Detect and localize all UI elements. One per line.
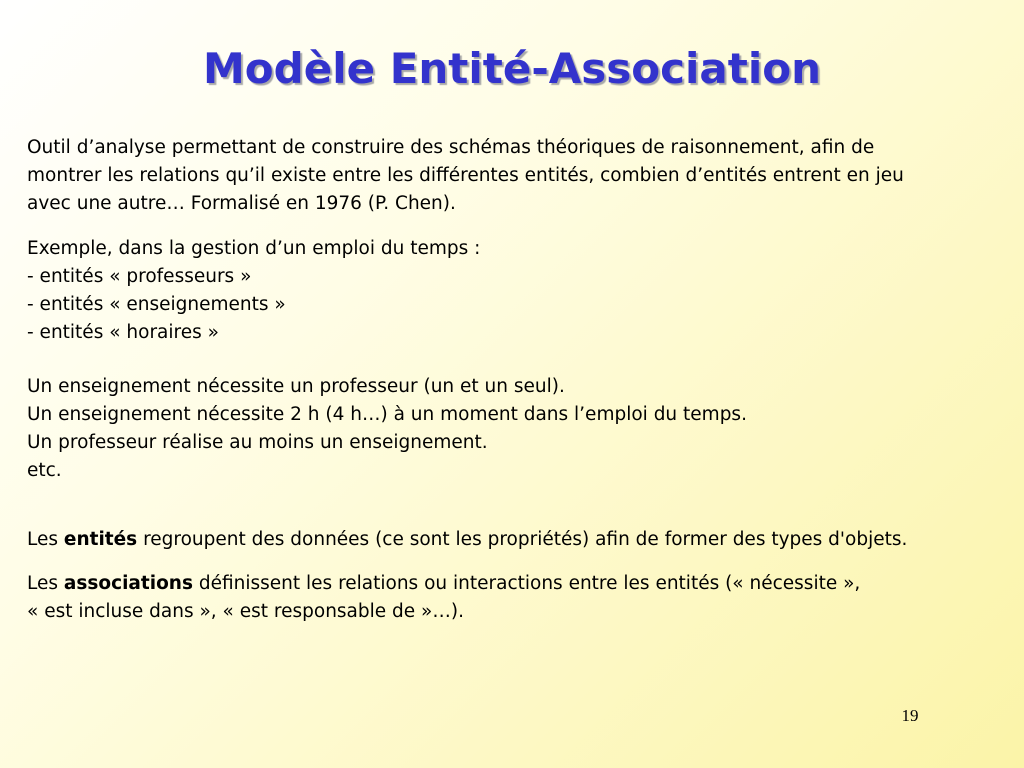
example-item: - entités « horaires » <box>27 322 219 343</box>
intro-line: montrer les relations qu’il existe entre les différentes entités, combien d’entités entrent en jeu <box>27 165 904 186</box>
example-heading: Exemple, dans la gestion d’un emploi du temps : <box>27 238 481 259</box>
associations-definition-line <box>27 570 997 598</box>
definition-prefix: Les <box>27 529 64 550</box>
rule-line: etc. <box>27 460 62 481</box>
entities-definition <box>27 526 997 554</box>
associations-definition-line: « est incluse dans », « est responsable de »…). <box>27 601 464 622</box>
entities-definition-line <box>27 526 997 554</box>
associations-term: associations <box>63 573 193 594</box>
rule-line: Un enseignement nécessite un professeur (un et un seul). <box>27 376 565 397</box>
entities-term: entités <box>63 529 138 550</box>
slide-title: Modèle Entité-Association <box>203 44 821 93</box>
definition-text: définissent les relations ou interactions entre les entités (« nécessite », <box>192 573 861 594</box>
page-number: 19 <box>901 706 919 725</box>
rule-line: Un enseignement nécessite 2 h (4 h…) à un moment dans l’emploi du temps. <box>27 404 747 425</box>
intro-line: avec une autre… Formalisé en 1976 (P. Chen). <box>27 193 456 214</box>
definition-prefix: Les <box>27 573 64 594</box>
associations-definition <box>27 570 997 626</box>
example-list <box>27 235 997 347</box>
rule-line: Un professeur réalise au moins un enseignement. <box>27 432 488 453</box>
example-item: - entités « professeurs » <box>27 266 252 287</box>
intro-paragraph <box>27 134 997 218</box>
definition-text: regroupent des données (ce sont les propriétés) afin de former des types d'objets. <box>137 529 908 550</box>
intro-line: Outil d’analyse permettant de construire des schémas théoriques de raisonnement, afin de <box>27 137 875 158</box>
example-item: - entités « enseignements » <box>27 294 286 315</box>
rules-paragraph <box>27 373 997 485</box>
